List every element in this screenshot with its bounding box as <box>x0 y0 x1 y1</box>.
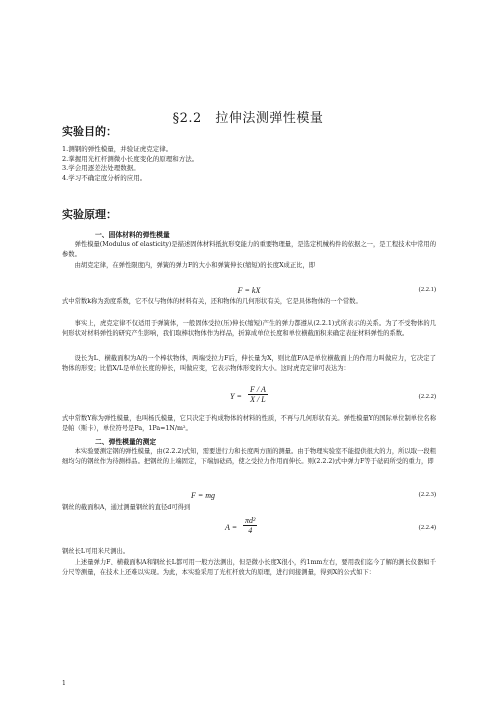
purpose-heading: 实验目的： <box>62 125 117 138</box>
paragraph: 设长为L、横截面积为A的一个棒状物体，两端受拉力F后，伸长量为X，则比值F/A是单位横截面上的作用力叫做应力，它决定了物体的形变；比值X/L是单位长度的伸长，叫做应变，它表示物体形变的大小。这时虎克定律可表达为： <box>62 355 436 373</box>
paragraph: 钢丝长L可用米尺测出。 <box>62 548 130 555</box>
page-number: 1 <box>62 680 66 687</box>
paragraph: 弹性模量(Modulus of elasticity)是描述固体材料抵抗形变能力的重要物理量，是选定机械构件的依据之一，是工程技术中常用的参数。 <box>62 241 436 259</box>
paragraph: 式中常数Y称为弹性模量，也叫杨氏模量，它只决定于构成物体的材料的性质，不再与几何形状有关。弹性模量Y的国际单位制单位名称是帕（斯卡），单位符号是Pa，1Pa=1N/m²。 <box>62 415 436 433</box>
list-item: 1.测钢的弹性模量，并验证虎克定律。 <box>62 145 173 153</box>
equation-2-2-2: Y = $\frac{F / A}{X / L}$ (2.2.2) <box>230 385 436 404</box>
principle-heading: 实验原理： <box>62 208 117 221</box>
paragraph: 上述量弹力F、横截面积A和钢丝长L都可用一般方法测出，但是微小长度X很小，约1mm左右，要用我们迄今了解的测长仪器如千分尺等测量，在技术上还难以实现。为此，本实验采用了光杠杆放大的原理，进行间接测量，得到X的公式如下： <box>62 559 436 577</box>
document-page: §2.2 拉伸法测弹性模量 实验目的： 1.测钢的弹性模量，并验证虎克定律。 2.掌握用光杠杆测微小长度变化的原理和方法。 3.学会用逐差法处理数据。 4.学习不确定度分析的应用。 实验原理： 一、固体材料的弹性模量 弹性模量(Modulus of elasticity)是描述固体材料抵抗形变能力的重要物理量，是选定机械构件的依据之一，是工程技术中常用的参数。 由胡克定律，在弹性限度内，弹簧的弹力F的大小和弹簧伸长(缩短)的长度X成正比，即 F = kX (2.2.1) 式中常数k称为劲度系数，它不仅与物体的材料有关，还和物体的几何形状有关，它是具体物体的一个常数。 事实上，虎克定律不仅适用于弹簧体，一般固体受拉(压)伸长(缩短)产生的弹力都遵从(2.2.1)式所表示的关系。为了不受物体的几何形状对材料弹性的研究产生影响，我们取棒状物体作为样品，折算成单位长度和单位横截面积来确定表征材料弹性的系数。 设长为L、横截面积为A的一个棒状物体，两端受拉力F后，伸长量为X，则比值F/A是单位横截面上的作用力叫做应力，它决定了物体的形变；比值X/L是单位长度的伸长，叫做应变，它表示物体形变的大小。这时虎克定律可表达为： Y = $\frac{F / A}{X / L}$ (2.2.2) 式中常数Y称为弹性模量，也叫杨氏模量，它只决定于构成物体的材料的性质，不再与几何形状有关。弹性模量Y的国际单位制单位名称是帕（斯卡），单位符号是Pa，1Pa=1N/m²。 二、弹性模量的测定 本实验要测定钢的弹性模量，由(2.2.2)式知，需要进行力和长度两方面的测量。由于物理实验室不能提供很大的力，所以取一段粗细均匀的钢丝作为待测样品。把钢丝的上端固定，下端加砝码，使之受拉力作用而伸长。则(2.2.2)式中弹力F等于砝码所受的重力，即 F = mg (2.2.3) 钢丝的截面积A，通过测量钢丝的直径d可得到 A = $\frac{\text{πd²}}{4}$ (2.2.4) 钢丝长L可用米尺测出。 上述量弹力F、横截面积A和钢丝长L都可用一般方法测出，但是微小长度X很小，约1mm左右，要用我们迄今了解的测长仪器如千分尺等测量，在技术上还难以实现。为此，本实验采用了光杠杆放大的原理，进行间接测量，得到X的公式如下： 1 <box>0 0 496 702</box>
paragraph: 式中常数k称为劲度系数，它不仅与物体的材料有关，还和物体的几何形状有关，它是具体物体的一个常数。 <box>62 298 362 305</box>
list-item: 4.学习不确定度分析的应用。 <box>62 173 147 182</box>
list-item: 2.掌握用光杠杆测微小长度变化的原理和方法。 <box>62 154 199 163</box>
paragraph: 事实上，虎克定律不仅适用于弹簧体，一般固体受拉(压)伸长(缩短)产生的弹力都遵从(2.2.1)式所表示的关系。为了不受物体的几何形状对材料弹性的研究产生影响，我们取棒状物体作为样品，折算成单位长度和单位横截面积来确定表征材料弹性的系数。 <box>62 320 436 338</box>
page-title: §2.2 拉伸法测弹性模量 <box>172 111 324 126</box>
equation-2-2-4: A = $\frac{\text{πd²}}{4}$ (2.2.4) <box>225 516 436 535</box>
subsection-heading: 二、弹性模量的测定 <box>95 438 157 446</box>
purpose-list <box>62 145 198 183</box>
subsection-heading: 一、固体材料的弹性模量 <box>95 231 170 239</box>
paragraph: 由胡克定律，在弹性限度内，弹簧的弹力F的大小和弹簧伸长(缩短)的长度X成正比，即 <box>74 262 316 269</box>
paragraph: 钢丝的截面积A，通过测量钢丝的直径d可得到 <box>62 504 191 511</box>
list-item: 3.学会用逐差法处理数据。 <box>62 164 140 172</box>
paragraph: 本实验要测定钢的弹性模量，由(2.2.2)式知，需要进行力和长度两方面的测量。由于物理实验室不能提供很大的力，所以取一段粗细均匀的钢丝作为待测样品。把钢丝的上端固定，下端加砝码，使之受拉力作用而伸长。则(2.2.2)式中弹力F等于砝码所受的重力，即 <box>62 448 436 466</box>
